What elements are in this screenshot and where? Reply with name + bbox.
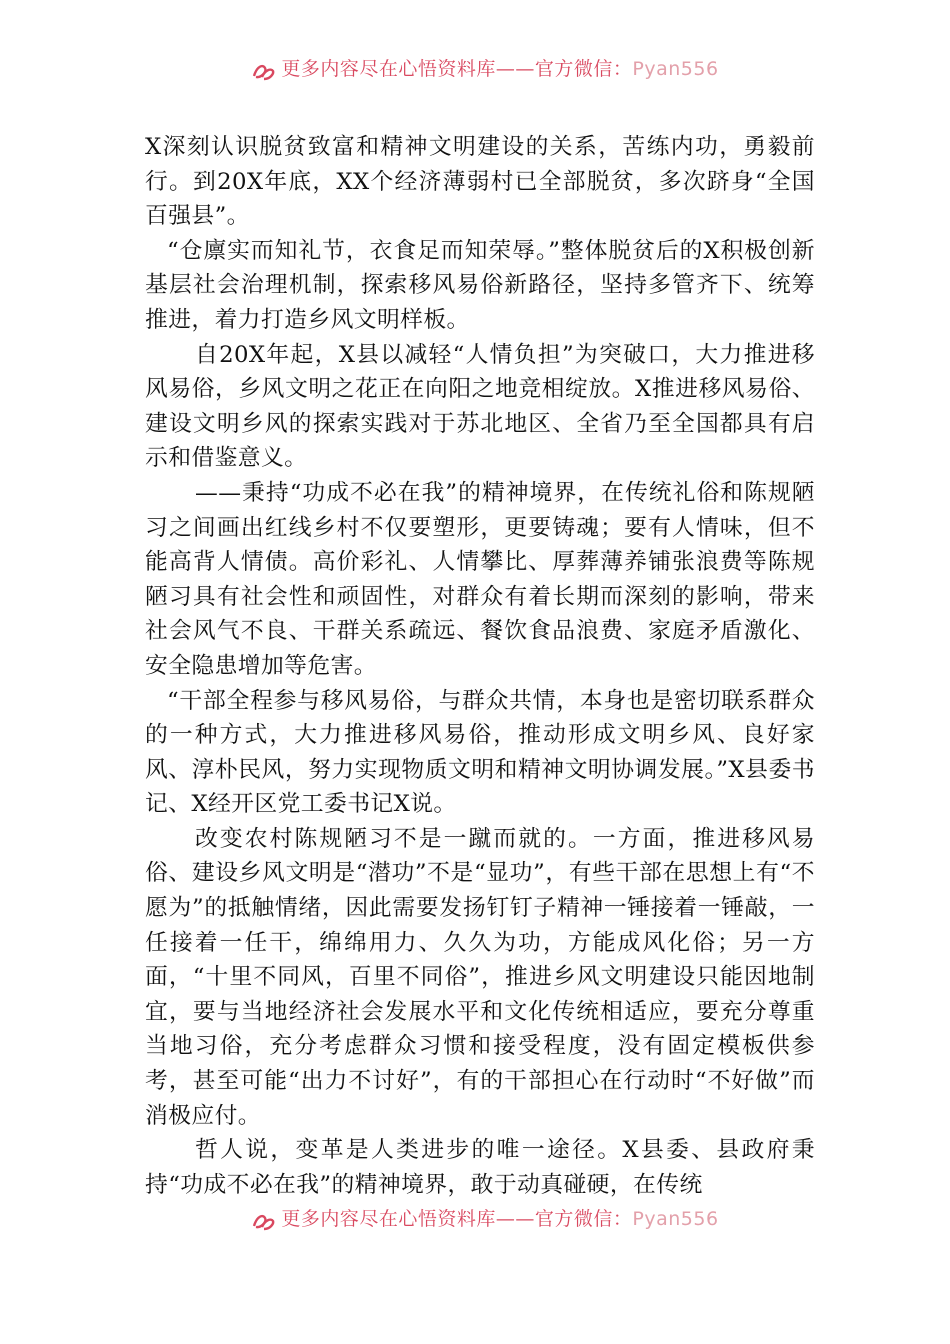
paragraph-6: 改变农村陈规陋习不是一蹴而就的。一方面，推进移风易俗、建设乡风文明是“潜功”不是“显功”，有些干部在思想上有“不愿为”的抵触情绪，因此需要发扬钉钉子精神一锤接着一锤敲，一任接着一任干，绵绵用力、久久为功，方能成风化俗；另一方面，“十里不同风，百里不同俗”，推进乡风文明建设只能因地制宜，要与当地经济社会发展水平和文化传统相适应，要充分尊重当地习俗，充分考虑群众习惯和接受程度，没有固定模板供参考，甚至可能“出力不讨好”，有的干部担心在行动时“不好做”而消极应付。: [145, 825, 815, 1129]
watermark-handle: Pyan556: [632, 1208, 719, 1230]
paragraph-4: ——秉持“功成不必在我”的精神境界，在传统礼俗和陈规陋习之间画出红线乡村不仅要塑形，更要铸魂；要有人情味，但不能高背人情债。高价彩礼、人情攀比、厚葬薄养铺张浪费等陈规陋习具有社会性和顽固性，对群众有着长期而深刻的影响，带来社会风气不良、干群关系疏远、餐饮食品浪费、家庭矛盾激化、安全隐患增加等危害。: [145, 479, 815, 679]
watermark-handle: Pyan556: [632, 58, 719, 80]
document-body: [145, 130, 815, 1202]
paragraph-2: “仓廪实而知礼节，衣食足而知荣辱。”整体脱贫后的X积极创新基层社会治理机制，探索移风易俗新路径，坚持多管齐下、统筹推进，着力打造乡风文明样板。: [145, 237, 815, 333]
watermark-text: 更多内容尽在心悟资料库——官方微信：Pyan556: [281, 58, 719, 80]
paragraph-7: 哲人说，变革是人类进步的唯一途径。X县委、县政府秉持“功成不必在我”的精神境界，敢于动真碰硬，在传统: [145, 1137, 815, 1198]
header-watermark: [0, 58, 950, 82]
watermark-logo-icon: [251, 1212, 275, 1232]
footer-watermark: [0, 1208, 950, 1232]
watermark-text: 更多内容尽在心悟资料库——官方微信：Pyan556: [281, 1208, 719, 1230]
paragraph-5: “干部全程参与移风易俗，与群众共情，本身也是密切联系群众的一种方式，大力推进移风易俗，推动形成文明乡风、良好家风、淳朴民风，努力实现物质文明和精神文明协调发展。”X县委书记、X经开区党工委书记X说。: [145, 687, 815, 818]
paragraph-1: X深刻认识脱贫致富和精神文明建设的关系，苦练内功，勇毅前行。到20X年底，XX个经济薄弱村已全部脱贫，多次跻身“全国百强县”。: [145, 134, 815, 230]
watermark-logo-icon: [251, 62, 275, 82]
paragraph-3: 自20X年起，X县以减轻“人情负担”为突破口，大力推进移风易俗，乡风文明之花正在向阳之地竞相绽放。X推进移风易俗、建设文明乡风的探索实践对于苏北地区、全省乃至全国都具有启示和借鉴意义。: [145, 341, 815, 472]
